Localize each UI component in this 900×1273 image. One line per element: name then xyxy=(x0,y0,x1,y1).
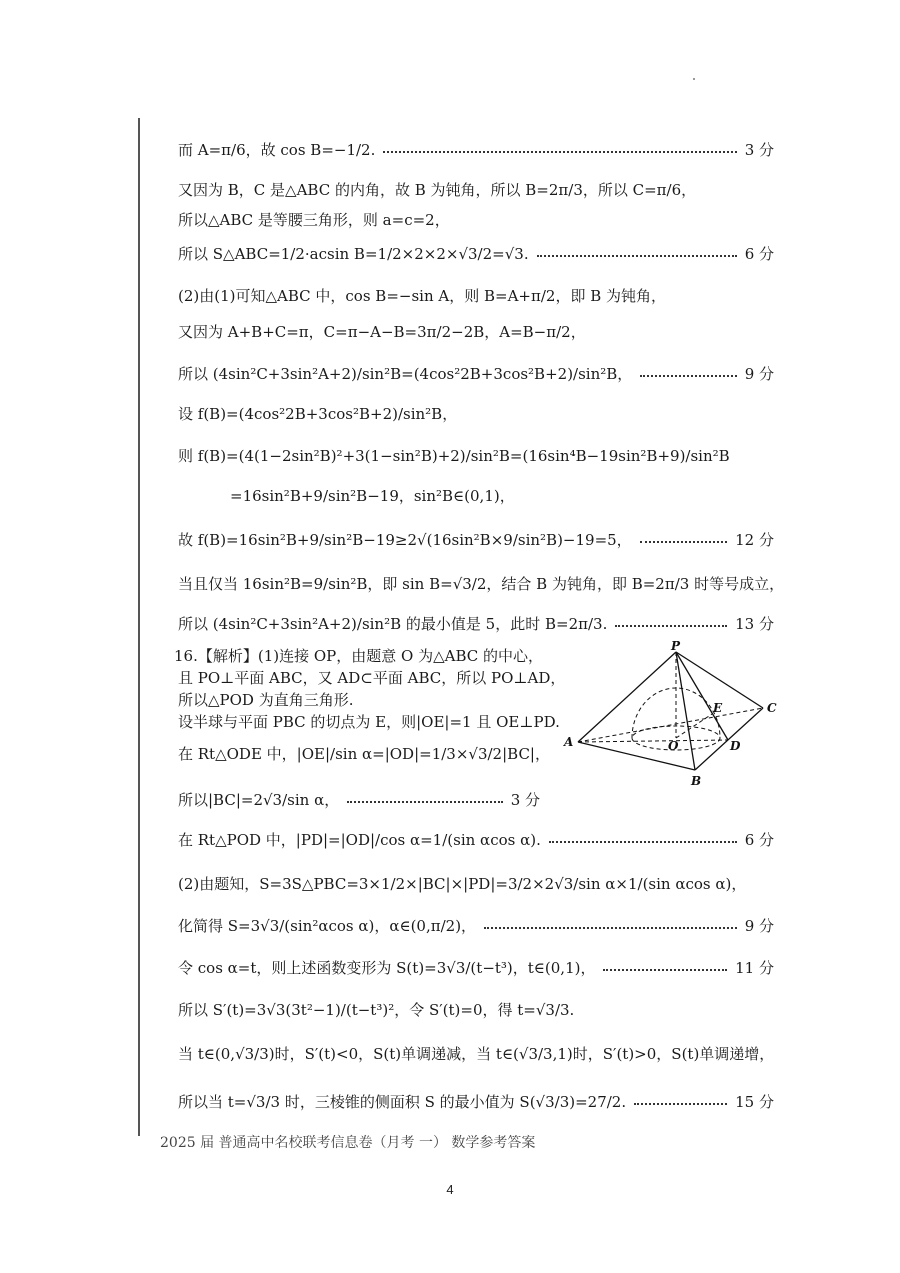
solution-line xyxy=(178,830,774,850)
line-text: 所以 S△ABC=1/2·acsin B=1/2×2×2×√3/2=√3. xyxy=(178,245,529,263)
line-text: 又因为 A+B+C=π，C=π−A−B=3π/2−2B，A=B−π/2， xyxy=(178,323,586,341)
solution-line xyxy=(178,574,785,594)
score-leader xyxy=(640,375,736,377)
label-C: C xyxy=(767,701,777,715)
solution-line xyxy=(178,322,774,342)
line-text: =16sin²B+9/sin²B−19，sin²B∈(0,1)， xyxy=(230,487,515,505)
line-text: 所以 (4sin²C+3sin²A+2)/sin²B=(4cos²2B+3cos²B+2)/sin²B， xyxy=(178,365,633,383)
label-B: B xyxy=(691,774,702,788)
solution-line xyxy=(178,1000,774,1020)
score-mark: 13 分 xyxy=(735,615,774,633)
line-text: 令 cos α=t，则上述函数变形为 S(t)=3√3/(t−t³)，t∈(0,1)， xyxy=(178,959,596,977)
scan-speck xyxy=(693,78,695,80)
score-mark: 12 分 xyxy=(735,531,774,549)
line-text: 化简得 S=3√3/(sin²αcos α)，α∈(0,π/2)， xyxy=(178,917,477,935)
score-leader xyxy=(549,841,737,843)
solution-line xyxy=(178,614,774,634)
solution-line xyxy=(178,244,774,264)
edge-PB xyxy=(676,652,695,770)
score-leader xyxy=(537,255,737,257)
label-P: P xyxy=(671,639,681,653)
solution-line xyxy=(178,210,774,230)
solution-line xyxy=(178,286,774,306)
solution-line xyxy=(178,140,774,160)
solution-line xyxy=(178,180,774,200)
edge-BC xyxy=(695,708,763,770)
score-leader xyxy=(383,151,736,153)
line-text: 故 f(B)=16sin²B+9/sin²B−19≥2√(16sin²B×9/sin²B)−19=5， xyxy=(178,531,632,549)
line-text: 设半球与平面 PBC 的切点为 E，则|OE|=1 且 OE⊥PD. xyxy=(178,713,560,731)
score-leader xyxy=(615,625,727,627)
solution-line xyxy=(174,646,544,666)
solution-line xyxy=(178,364,774,384)
score-mark: 3 分 xyxy=(510,791,540,809)
score-mark: 6 分 xyxy=(744,831,774,849)
margin-rule xyxy=(138,118,140,1136)
score-leader xyxy=(603,969,727,971)
line-text: 则 f(B)=(4(1−2sin²B)²+3(1−sin²B)+2)/sin²B=(16sin⁴B−19sin²B+9)/sin²B xyxy=(178,447,730,465)
solution-line xyxy=(178,404,774,424)
pyramid-figure xyxy=(560,639,790,792)
solution-line xyxy=(178,530,774,550)
solution-line xyxy=(178,790,540,810)
solution-line xyxy=(178,668,566,688)
line-text: 16.【解析】(1)连接 OP，由题意 O 为△ABC 的中心， xyxy=(174,647,544,665)
page-number: 4 xyxy=(446,1182,454,1197)
line-text: 当且仅当 16sin²B=9/sin²B，即 sin B=√3/2，结合 B 为钝角，即 B=2π/3 时等号成立， xyxy=(178,575,785,593)
cropped-footer: 2025 届 普通高中名校联考信息卷（月考 一） 数学参考答案 xyxy=(160,1135,536,1151)
line-text: 在 Rt△POD 中，|PD|=|OD|/cos α=1/(sin αcos α). xyxy=(178,831,541,849)
line-text: 所以△ABC 是等腰三角形，则 a=c=2， xyxy=(178,211,450,229)
solution-line xyxy=(178,712,560,732)
edge-PA xyxy=(578,652,676,742)
solution-line xyxy=(178,690,540,710)
line-text: 且 PO⊥平面 ABC，又 AD⊂平面 ABC，所以 PO⊥AD， xyxy=(178,669,566,687)
score-mark: 3 分 xyxy=(744,141,774,159)
line-text: 而 A=π/6，故 cos B=−1/2. xyxy=(178,141,376,159)
solution-line xyxy=(178,1092,774,1112)
line-text: (2)由(1)可知△ABC 中，cos B=−sin A，则 B=A+π/2，即 B 为钝角， xyxy=(178,287,666,305)
line-text: 所以△POD 为直角三角形. xyxy=(178,691,354,709)
solution-line xyxy=(178,958,774,978)
label-A: A xyxy=(564,735,574,749)
solution-line xyxy=(178,1044,774,1064)
line-text: 在 Rt△ODE 中，|OE|/sin α=|OD|=1/3×√3/2|BC|， xyxy=(178,745,550,763)
score-mark: 6 分 xyxy=(744,245,774,263)
score-leader xyxy=(347,801,502,803)
score-leader xyxy=(634,1103,727,1105)
line-text: 所以当 t=√3/3 时，三棱锥的侧面积 S 的最小值为 S(√3/3)=27/2. xyxy=(178,1093,627,1111)
line-text: 又因为 B，C 是△ABC 的内角，故 B 为钝角，所以 B=2π/3，所以 C=π/6， xyxy=(178,181,697,199)
score-mark: 9 分 xyxy=(744,917,774,935)
line-text: 所以|BC|=2√3/sin α， xyxy=(178,791,340,809)
line-text: 所以 S′(t)=3√3(3t²−1)/(t−t³)²，令 S′(t)=0，得 t=√3/3. xyxy=(178,1001,575,1019)
line-text: 设 f(B)=(4cos²2B+3cos²B+2)/sin²B， xyxy=(178,405,458,423)
edge-AC xyxy=(578,708,763,742)
solution-line xyxy=(178,744,550,764)
solution-line xyxy=(178,874,774,894)
score-mark: 11 分 xyxy=(735,959,774,977)
segment-PD xyxy=(676,652,728,740)
segment-AD xyxy=(578,740,728,742)
edge-PC xyxy=(676,652,763,708)
solution-line xyxy=(178,446,774,466)
line-text: (2)由题知，S=3S△PBC=3×1/2×|BC|×|PD|=3/2×2√3/sin α×1/(sin αcos α)， xyxy=(178,875,747,893)
score-leader xyxy=(640,541,727,543)
label-E: E xyxy=(713,701,723,715)
solution-line xyxy=(178,916,774,936)
label-D: D xyxy=(730,739,741,753)
score-mark: 9 分 xyxy=(744,365,774,383)
score-leader xyxy=(484,927,737,929)
line-text: 当 t∈(0,√3/3)时，S′(t)<0，S(t)单调递减，当 t∈(√3/3,1)时，S′(t)>0，S(t)单调递增， xyxy=(178,1045,775,1063)
solution-line xyxy=(230,486,774,506)
line-text: 所以 (4sin²C+3sin²A+2)/sin²B 的最小值是 5，此时 B=2π/3. xyxy=(178,615,608,633)
score-mark: 15 分 xyxy=(735,1093,774,1111)
label-O: O xyxy=(668,739,679,753)
